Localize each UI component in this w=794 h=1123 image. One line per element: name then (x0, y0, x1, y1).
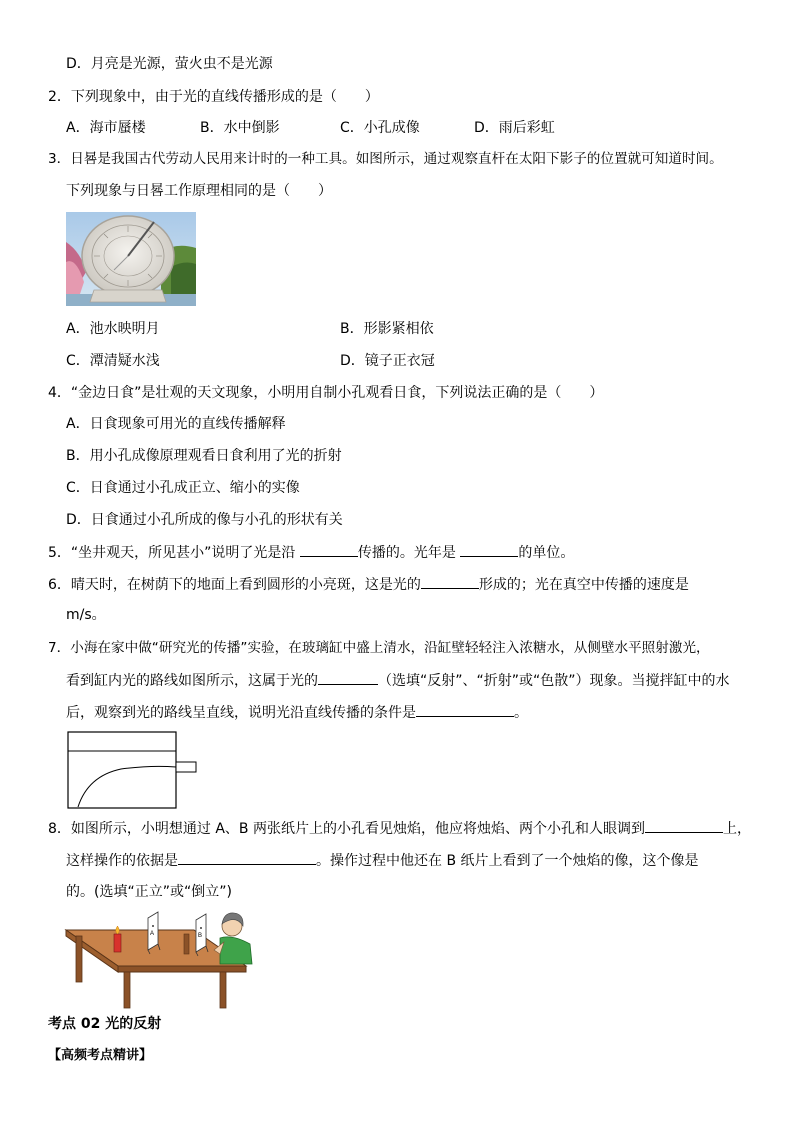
q7-line3 (66, 702, 528, 723)
q6-blank-1[interactable] (421, 574, 479, 589)
q2-option-a: A．海市蜃楼 (66, 120, 146, 136)
q8-blank-2[interactable] (178, 850, 316, 865)
q6-line2: m/s。 (66, 607, 106, 623)
q3-option-d: D．镜子正衣冠 (340, 353, 435, 369)
q6-text-1: 6．晴天时，在树荫下的地面上看到圆形的小亮斑，这是光的 (48, 577, 421, 593)
candle-pinhole-illustration (64, 904, 256, 1010)
sundial-image (66, 212, 196, 306)
q7-text-3b: 。 (514, 705, 528, 721)
q3-option-c: C．潭清疑水浅 (66, 353, 160, 369)
q5-text-2: 传播的。光年是 (357, 545, 461, 561)
q2-option-b: B．水中倒影 (200, 120, 280, 136)
q6-line1 (48, 574, 689, 595)
section-title: 考点 02 光的反射 (48, 1016, 162, 1032)
q8-line2 (66, 850, 699, 871)
q4-option-b: B．用小孔成像原理观看日食利用了光的折射 (66, 448, 342, 464)
q4-stem: 4．“金边日食”是壮观的天文现象，小明用自制小孔观看日食，下列说法正确的是（ ） (48, 385, 604, 401)
q8-blank-1[interactable] (645, 818, 723, 833)
q1-option-d: D．月亮是光源，萤火虫不是光源 (66, 56, 273, 72)
q3-option-b: B．形影紧相依 (340, 321, 434, 337)
q5-blank-1[interactable] (300, 542, 358, 557)
q8-text-2a: 这样操作的依据是 (66, 853, 178, 869)
glass-tank-diagram (66, 731, 198, 809)
q5-blank-2[interactable] (460, 542, 518, 557)
q8-text-2b: 。操作过程中他还在 B 纸片上看到了一个烛焰的像，这个像是 (316, 853, 699, 869)
q8-text-1a: 8．如图所示，小明想通过 A、B 两张纸片上的小孔看见烛焰，他应将烛焰、两个小孔和人眼调到 (48, 821, 645, 837)
q7-text-3a: 后，观察到光的路线呈直线，说明光沿直线传播的条件是 (66, 705, 416, 721)
q3-stem-line1: 3．日晷是我国古代劳动人民用来计时的一种工具。如图所示，通过观察直杆在太阳下影子的位置就可知道时间。 (48, 151, 723, 167)
section-subtitle: 【高频考点精讲】 (48, 1048, 153, 1063)
q8-text-1b: 上， (723, 821, 751, 837)
q4-option-a: A．日食现象可用光的直线传播解释 (66, 416, 286, 432)
card-a-label: A (150, 931, 155, 937)
q5-text-3: 的单位。 (518, 545, 575, 561)
q5-line (48, 542, 574, 563)
q3-option-a: A．池水映明月 (66, 321, 160, 337)
q2-option-d: D．雨后彩虹 (474, 120, 555, 136)
q7-blank-2[interactable] (416, 702, 514, 717)
q5-text-1: 5．“坐井观天，所见甚小”说明了光是沿 (48, 545, 300, 561)
q4-option-c: C．日食通过小孔成正立、缩小的实像 (66, 480, 300, 496)
q7-blank-1[interactable] (318, 670, 378, 685)
q8-line1 (48, 818, 751, 839)
q7-line2 (66, 670, 730, 691)
q7-text-2b: （选填“反射”、“折射”或“色散”）现象。当搅拌缸中的水 (378, 673, 730, 689)
q4-option-d: D．日食通过小孔所成的像与小孔的形状有关 (66, 512, 343, 528)
q2-stem: 2．下列现象中，由于光的直线传播形成的是（ ） (48, 89, 379, 105)
card-b-label: B (198, 933, 203, 939)
q3-stem-line2: 下列现象与日晷工作原理相同的是（ ） (66, 183, 332, 199)
q7-text-2a: 看到缸内光的路线如图所示，这属于光的 (66, 673, 318, 689)
q2-option-c: C．小孔成像 (340, 120, 420, 136)
q8-line3: 的。(选填“正立”或“倒立”) (66, 884, 232, 900)
q7-line1: 7．小海在家中做“研究光的传播”实验，在玻璃缸中盛上清水，沿缸壁轻轻注入浓糖水，从侧壁水平照射激光， (48, 640, 710, 656)
q6-text-2: 形成的；光在真空中传播的速度是 (478, 577, 689, 593)
